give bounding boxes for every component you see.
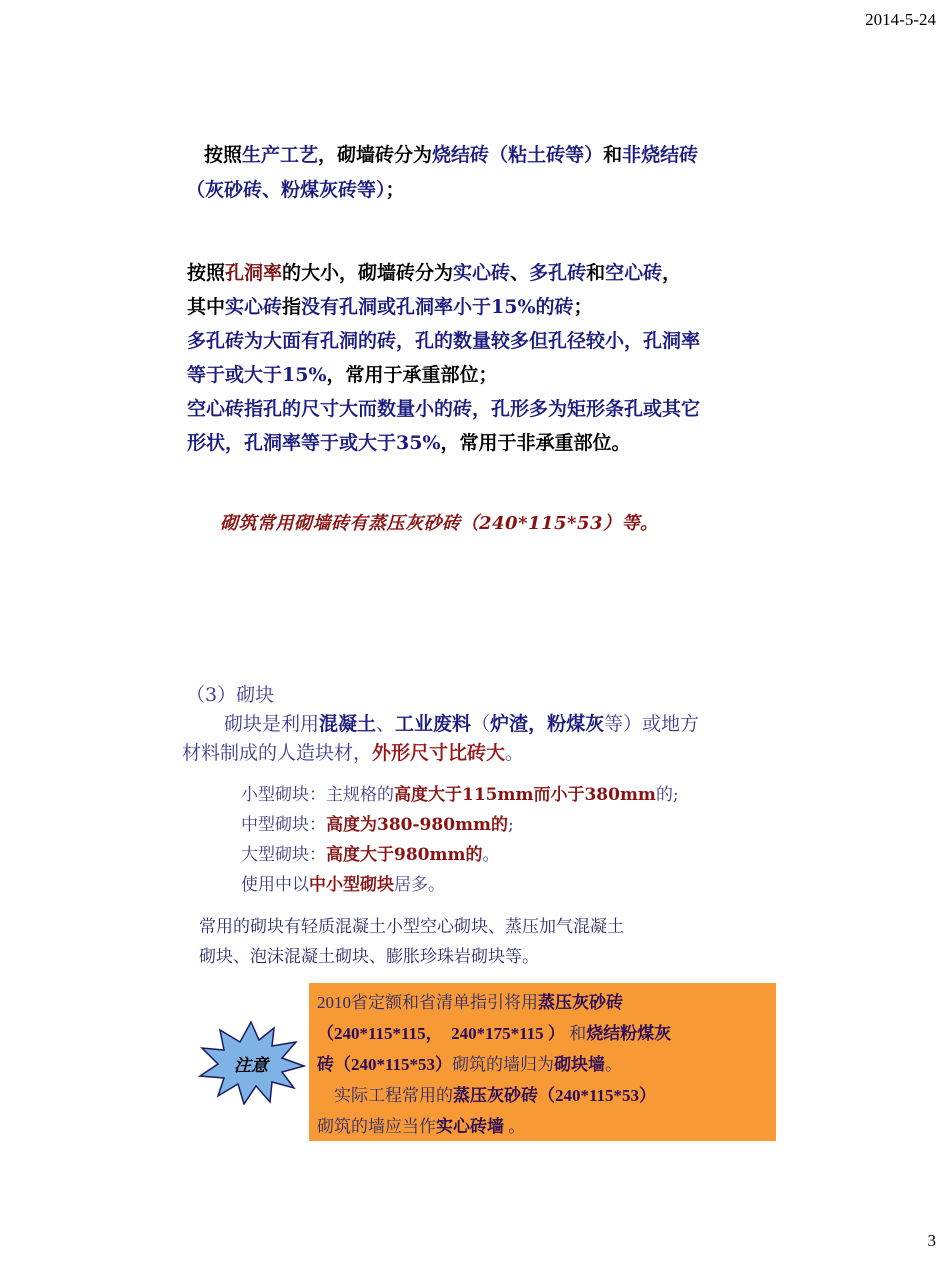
text-run: ，常用于非承重部位。 <box>440 432 631 454</box>
common-blocks-text <box>199 912 624 972</box>
text-run: 多孔砖 <box>529 262 587 284</box>
attention-badge-text: 注意 <box>234 1056 268 1076</box>
attention-badge <box>196 1020 306 1105</box>
text-run: 多孔砖 <box>187 330 245 352</box>
text-run: 和 <box>603 144 623 166</box>
text-run: 砌筑的墙应当作 <box>317 1117 436 1136</box>
text-run: 、 <box>376 713 396 735</box>
note-line <box>317 1049 766 1080</box>
block-usage-line: 使用中以中小型砌块居多。 <box>241 875 445 895</box>
text-run: 炉渣，粉煤灰 <box>490 713 605 735</box>
text-run: ； <box>573 296 593 318</box>
text-run: ； <box>385 179 405 201</box>
text-run: 为大面有孔洞的砖，孔的数量较多但孔径较小，孔洞率 <box>244 330 701 352</box>
text-run: 砌筑的墙归为 <box>452 1055 555 1074</box>
text-run: ， <box>662 262 682 284</box>
text-run: （240*115*115， 240*175*115 ） <box>317 1024 565 1043</box>
block-type-item: 大型砌块：高度大于980mm的。 <box>241 845 500 865</box>
text-run: 等于或大于15% <box>187 364 327 386</box>
block-type-item: 小型砌块：主规格的高度大于115mm而小于380mm的; <box>241 785 679 805</box>
porosity-paragraph <box>187 256 700 460</box>
text-run: 和 <box>586 262 606 284</box>
note-line <box>317 987 766 1018</box>
text-run: 形状，孔洞率等于或大于35% <box>187 432 441 454</box>
text-run: 、 <box>510 262 530 284</box>
block-intro-line-2 <box>182 738 524 769</box>
process-line-1 <box>204 140 698 171</box>
text-run: 2010省定额和省清单指引将用 <box>317 993 538 1012</box>
block-types-list <box>241 780 679 900</box>
text-run: 等）或地方 <box>604 713 700 735</box>
text-run: 混凝土 <box>319 713 377 735</box>
text-run: ，常用于承重部位； <box>326 364 498 386</box>
block-heading: （3）砌块 <box>186 684 275 706</box>
slide-date: 2014-5-24 <box>865 10 936 29</box>
text-run: 蒸压灰砂砖（240*115*53） <box>453 1086 657 1105</box>
text-run: （ <box>471 713 491 735</box>
text-run: 实心砖墙 <box>436 1117 504 1136</box>
common-blocks-line-2: 砌块、泡沫混凝土砌块、膨胀珍珠岩砌块等。 <box>199 947 539 967</box>
common-blocks-line-1: 常用的砌块有轻质混凝土小型空心砌块、蒸压加气混凝土 <box>199 917 624 937</box>
text-run: 指 <box>282 296 302 318</box>
text-run: 空心砖 <box>605 262 663 284</box>
porosity-line <box>187 324 700 358</box>
text-run: 孔洞率 <box>225 262 283 284</box>
text-run: 其中 <box>187 296 226 318</box>
text-run: 空心砖 <box>187 398 245 420</box>
block-type-item: 中型砌块：高度为380-980mm的; <box>241 815 514 835</box>
text-run: 砌块是利用 <box>224 713 320 735</box>
text-run: 砖（240*115*53） <box>317 1055 453 1074</box>
porosity-line <box>187 392 700 426</box>
text-run: 砌块墙 <box>554 1055 606 1074</box>
text-run: 指孔的尺寸大而数量小的砖，孔形多为矩形条孔或其它 <box>244 398 701 420</box>
text-run: 按照 <box>204 144 243 166</box>
text-run: 实心砖 <box>225 296 283 318</box>
text-run: （粘土砖等） <box>489 144 604 166</box>
text-run: 。 <box>504 1117 526 1136</box>
text-run: 的大小，砌墙砖分为 <box>282 262 454 284</box>
common-brick-note: 砌筑常用砌墙砖有蒸压灰砂砖（240*115*53）等。 <box>220 513 659 534</box>
porosity-line <box>187 426 700 460</box>
text-run: 生产工艺 <box>242 144 319 166</box>
porosity-line <box>187 358 700 392</box>
note-box <box>309 983 776 1141</box>
text-run: 实际工程常用的 <box>317 1086 453 1105</box>
text-run: ，砌墙砖分为 <box>318 144 433 166</box>
text-run: 和 <box>564 1024 587 1043</box>
text-run: （灰砂砖、粉煤灰砖等） <box>186 179 386 201</box>
text-run: 。 <box>505 742 525 764</box>
porosity-line <box>187 256 700 290</box>
text-run: 蒸压灰砂砖 <box>538 993 623 1012</box>
block-intro-line-1 <box>224 709 699 740</box>
text-run: 烧结粉煤灰 <box>586 1024 672 1043</box>
text-run: 非烧结砖 <box>622 144 699 166</box>
page-number: 3 <box>927 1231 936 1250</box>
text-run: 实心砖 <box>453 262 511 284</box>
text-run: 按照 <box>187 262 226 284</box>
text-run: 没有孔洞或孔洞率小于15%的砖 <box>301 296 574 318</box>
note-line <box>317 1018 766 1049</box>
note-line <box>317 1080 766 1111</box>
text-run: 。 <box>605 1055 623 1074</box>
text-run: 材料制成的人造块材， <box>182 742 373 764</box>
porosity-line <box>187 290 700 324</box>
note-line <box>317 1111 766 1142</box>
text-run: 外形尺寸比砖大 <box>372 742 506 764</box>
text-run: 工业废料 <box>395 713 472 735</box>
text-run: 烧结砖 <box>432 144 490 166</box>
process-line-2 <box>186 175 405 206</box>
